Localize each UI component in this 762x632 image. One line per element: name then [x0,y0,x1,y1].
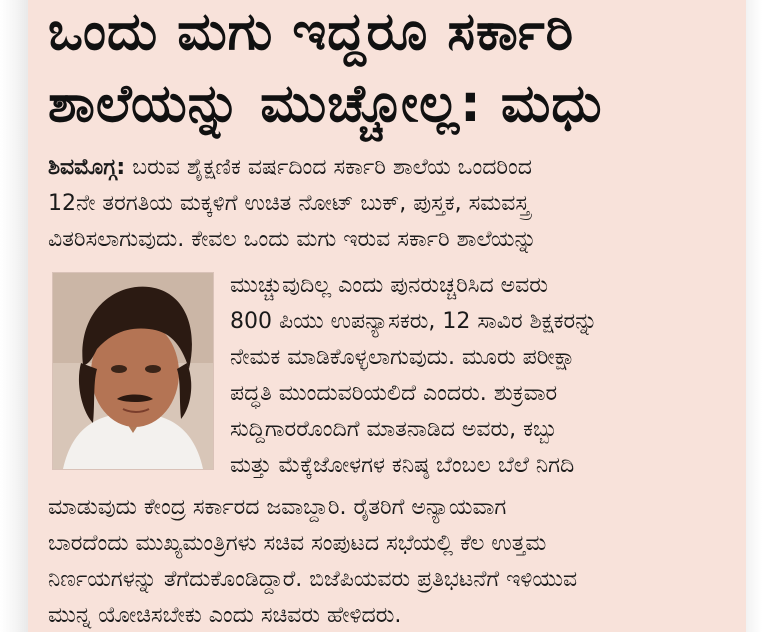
body-line-3: ವಿತರಿಸಲಾಗುವುದು. ಕೇವಲ ಒಂದು ಮಗು ಇರುವ ಸರ್ಕಾರಿ ಶಾಲೆಯನ್ನು [48,227,537,252]
body-line-5: 800 ಪಿಯು ಉಪನ್ಯಾಸಕರು, 12 ಸಾವಿರ ಶಿಕ್ಷಕರನ್ನು [230,309,598,334]
dateline: ಶಿವಮೊಗ್ಗ: [48,155,126,180]
body-line-7: ಪದ್ಧತಿ ಮುಂದುವರಿಯಲಿದೆ ಎಂದರು. ಶುಕ್ರವಾರ [230,381,558,406]
body-line-6: ನೇಮಕ ಮಾಡಿಕೊಳ್ಳಲಾಗುವುದು. ಮೂರು ಪರೀಕ್ಷಾ [230,345,576,370]
headline-line-1: ಒಂದು ಮಗು ಇದ್ದರೂ ಸರ್ಕಾರಿ [48,2,575,62]
body-line-8: ಸುದ್ದಿಗಾರರೊಂದಿಗೆ ಮಾತನಾಡಿದ ಅವರು, ಕಬ್ಬು [230,417,558,442]
headline-line-2: ಶಾಲೆಯನ್ನು ಮುಚ್ಚೋಲ್ಲ: ಮಧು [48,74,603,134]
right-margin [746,0,762,632]
body-line-13: ಮುನ್ನ ಯೋಚಿಸಬೇಕು ಎಂದು ಸಚಿವರು ಹೇಳಿದರು. [48,603,402,628]
body-line-10: ಮಾಡುವುದು ಕೇಂದ್ರ ಸರ್ಕಾರದ ಜವಾಬ್ದಾರಿ. ರೈತರಿಗೆ ಅನ್ಯಾಯವಾಗ [48,495,507,520]
body-line-4: ಮುಚ್ಚುವುದಿಲ್ಲ ಎಂದು ಪುನರುಚ್ಚರಿಸಿದ ಅವರು [230,273,548,298]
left-margin [0,0,28,632]
body-line-2: 12ನೇ ತರಗತಿಯ ಮಕ್ಕಳಿಗೆ ಉಚಿತ ನೋಟ್ ಬುಕ್, ಪುಸ್ತಕ, ಸಮವಸ್ತ್ರ [48,191,530,216]
body-line-12: ನಿರ್ಣಯಗಳನ್ನು ತೆಗೆದುಕೊಂಡಿದ್ದಾರೆ. ಬಿಜೆಪಿಯವರು ಪ್ರತಿಭಟನೆಗೆ ಇಳಿಯುವ [48,567,578,592]
body-line-9: ಮತ್ತು ಮೆಕ್ಕೆಜೋಳಗಳ ಕನಿಷ್ಠ ಬೆಂಬಲ ಬೆಲೆ ನಿಗದಿ [230,453,575,478]
newspaper-clipping [28,0,746,632]
portrait-photo-icon [53,273,213,469]
body-line-1-text: ಬರುವ ಶೈಕ್ಷಣಿಕ ವರ್ಷದಿಂದ ಸರ್ಕಾರಿ ಶಾಲೆಯ ಒಂದರಿಂದ [132,155,532,180]
portrait-photo [52,272,214,470]
body-line-1 [48,150,738,186]
body-line-11: ಬಾರದೆಂದು ಮುಖ್ಯಮಂತ್ರಿಗಳು ಸಚಿವ ಸಂಪುಟದ ಸಭೆಯಲ್ಲಿ ಕೆಲ ಉತ್ತಮ [48,531,547,556]
